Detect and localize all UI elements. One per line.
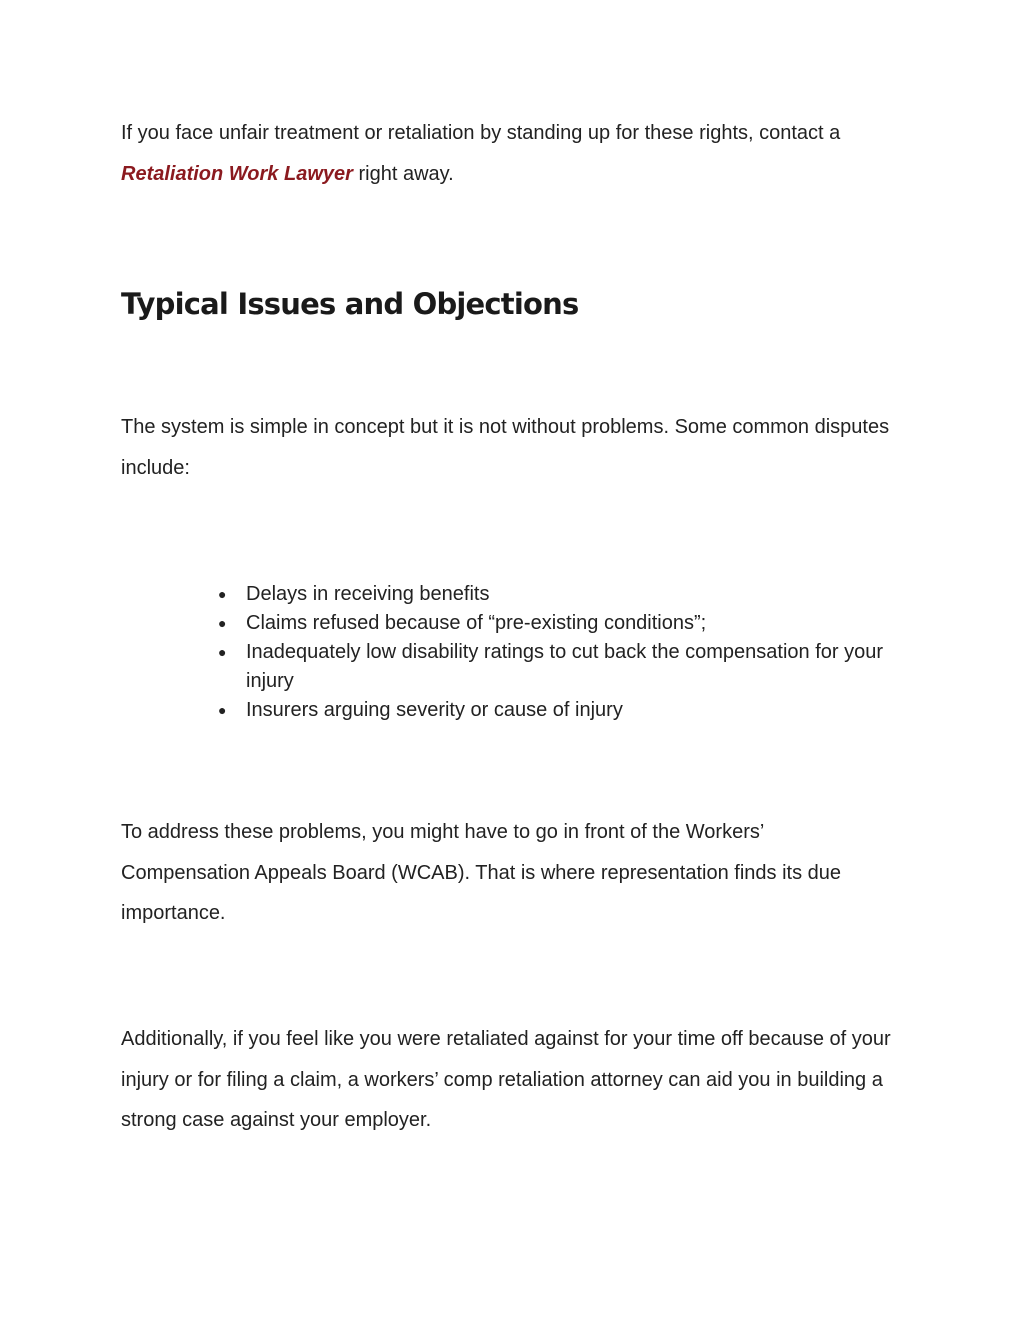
list-item bbox=[218, 609, 908, 638]
intro-paragraph bbox=[121, 113, 911, 194]
retaliation-attorney-paragraph: Additionally, if you feel like you were retaliated against for your time off because of your injury or for filing a claim, a workers’ comp retaliation attorney can aid you in building a strong case against your employer. bbox=[121, 1028, 891, 1131]
list-item-text: Delays in receiving benefits bbox=[246, 583, 490, 605]
bullet-icon: ● bbox=[218, 615, 227, 631]
section-heading: Typical Issues and Objections bbox=[121, 287, 579, 321]
list-item bbox=[218, 638, 908, 696]
intro-text: If you face unfair treatment or retaliation by standing up for these rights, contact a bbox=[121, 122, 841, 144]
list-item-text: Insurers arguing severity or cause of injury bbox=[246, 699, 623, 721]
retaliation-lawyer-link[interactable]: Retaliation Work Lawyer bbox=[121, 162, 353, 185]
disputes-intro-paragraph: The system is simple in concept but it is not without problems. Some common disputes include: bbox=[121, 416, 890, 479]
disputes-list bbox=[218, 580, 908, 725]
list-item-text: Claims refused because of “pre-existing conditions”; bbox=[246, 612, 707, 634]
bullet-icon: ● bbox=[218, 586, 227, 602]
bullet-icon: ● bbox=[218, 702, 227, 718]
wcab-paragraph: To address these problems, you might have to go in front of the Workers’ Compensation Appeals Board (WCAB). That is where representation finds its due importance. bbox=[121, 821, 841, 924]
intro-after-link: right away. bbox=[352, 162, 454, 185]
list-item bbox=[218, 696, 908, 725]
bullet-icon: ● bbox=[218, 644, 227, 660]
list-item-text: Inadequately low disability ratings to cut back the compensation for your injury bbox=[246, 641, 884, 692]
list-item bbox=[218, 580, 908, 609]
